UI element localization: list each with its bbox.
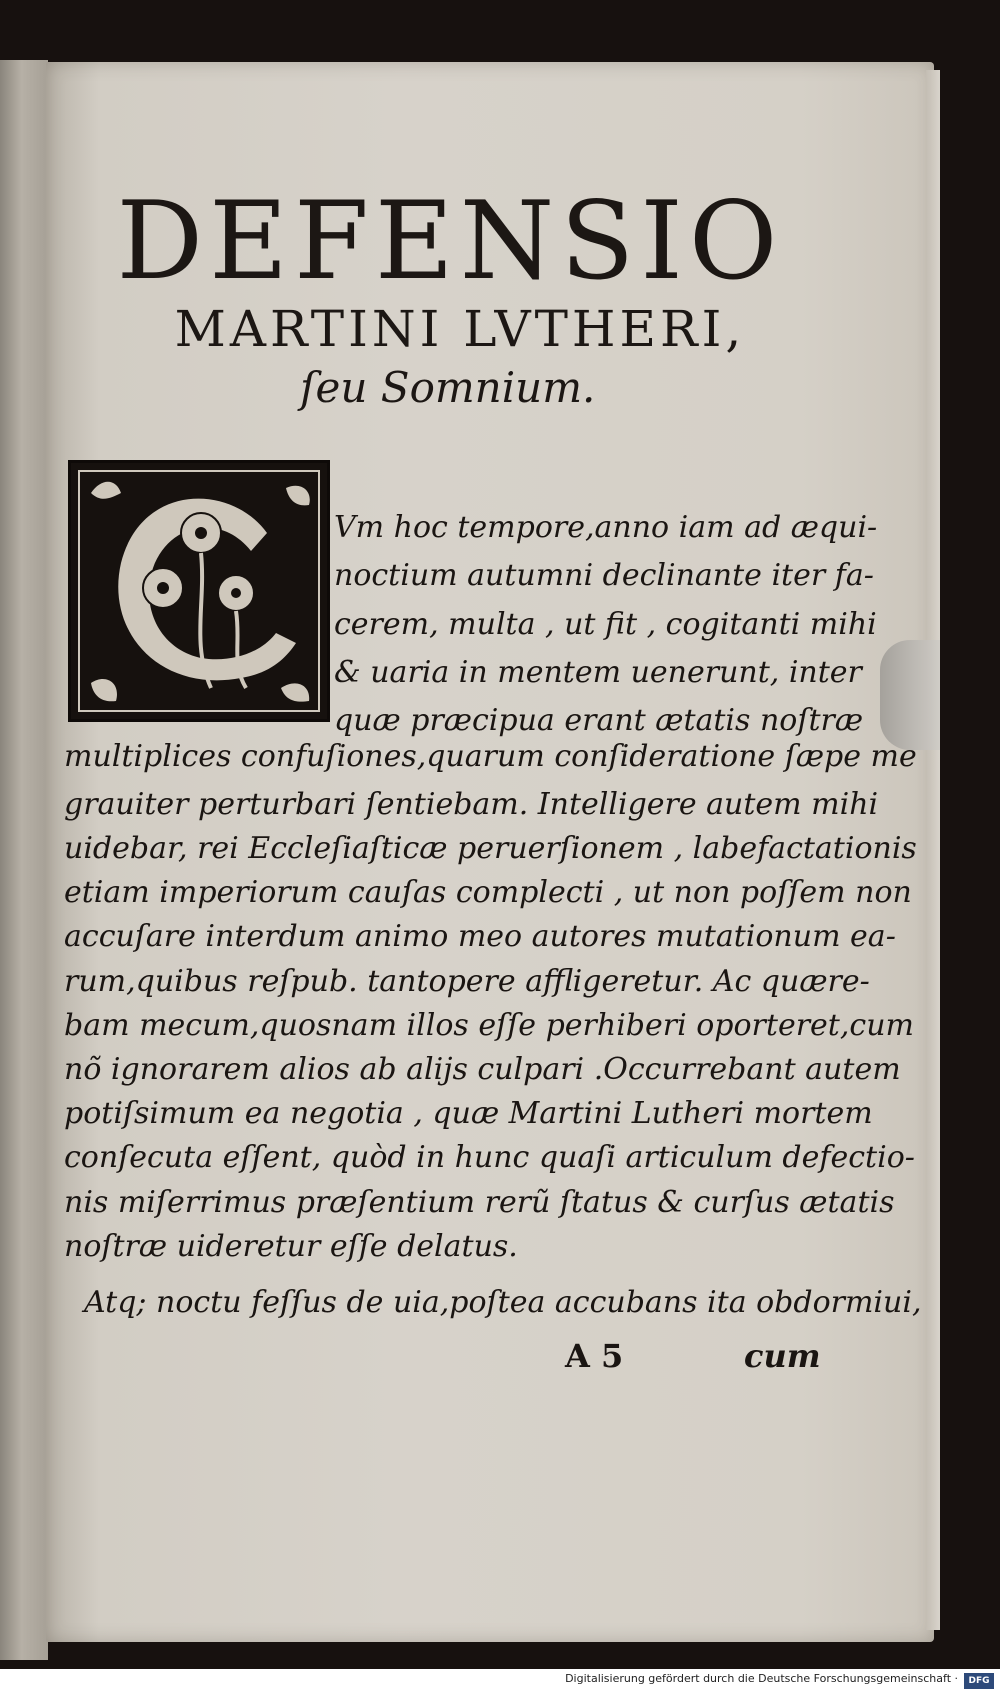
book-spine — [0, 60, 48, 1660]
body-line: accuſare interdum animo meo autores mutationum ea- — [64, 919, 896, 954]
page-subtitle: MARTINI LVTHERI, — [174, 300, 746, 358]
body-line: rum,quibus reſpub. tantopere affligeretur. Ac quære- — [64, 964, 870, 999]
catchword: cum — [744, 1337, 821, 1375]
body-line: conſecuta eſſent, quòd in hunc quaſi articulum defectio- — [64, 1140, 915, 1175]
body-line: quæ præcipua erant ætatis noſtræ — [334, 703, 864, 738]
page-edge — [926, 70, 940, 1630]
body-line: Atq; noctu feſſus de uia,poſtea accubans ita obdormiui, — [84, 1285, 922, 1320]
body-line: cerem, multa , ut fit , cogitanti mihi — [334, 607, 877, 642]
body-line: & uaria in mentem uenerunt, inter — [334, 655, 862, 690]
body-line: grauiter perturbari ſentiebam. Intelligere autem mihi — [64, 787, 879, 822]
body-line: nis miſerrimus præſentium rerũ ſtatus & curſus ætatis — [64, 1185, 895, 1220]
page-title: DEFENSIO — [116, 179, 784, 304]
bookmark-tab — [880, 640, 940, 750]
body-line: potiſsimum ea negotia , quæ Martini Lutheri mortem — [64, 1096, 873, 1131]
decorated-initial — [68, 460, 330, 722]
body-line: uidebar, rei Eccleſiaſticæ peruerſionem , labefactationis — [64, 831, 917, 866]
body-line: etiam imperiorum cauſas complecti , ut non poſſem non — [64, 875, 912, 910]
body-line: Vm hoc tempore,anno iam ad æqui- — [334, 510, 878, 545]
body-line: noctium autumni declinante iter fa- — [334, 558, 874, 593]
credit-text: Digitalisierung gefördert durch die Deutsche Forschungsgemeinschaft · — [565, 1672, 958, 1685]
signature-mark: A 5 — [565, 1337, 624, 1375]
body-line: nõ ignorarem alios ab alijs culpari .Occurrebant autem — [64, 1052, 901, 1087]
body-line: bam mecum,quosnam illos eſſe perhiberi oporteret,cum — [64, 1008, 914, 1043]
page-subsubtitle: ſeu Somnium. — [300, 363, 596, 412]
body-line: noſtræ uideretur eſſe delatus. — [64, 1229, 518, 1264]
credit-bar — [0, 1669, 1000, 1693]
body-line: multiplices confuſiones,quarum conſideratione ſæpe me — [64, 739, 917, 774]
dfg-logo-icon: DFG — [964, 1673, 994, 1689]
decorated-initial-c-icon — [71, 463, 327, 719]
